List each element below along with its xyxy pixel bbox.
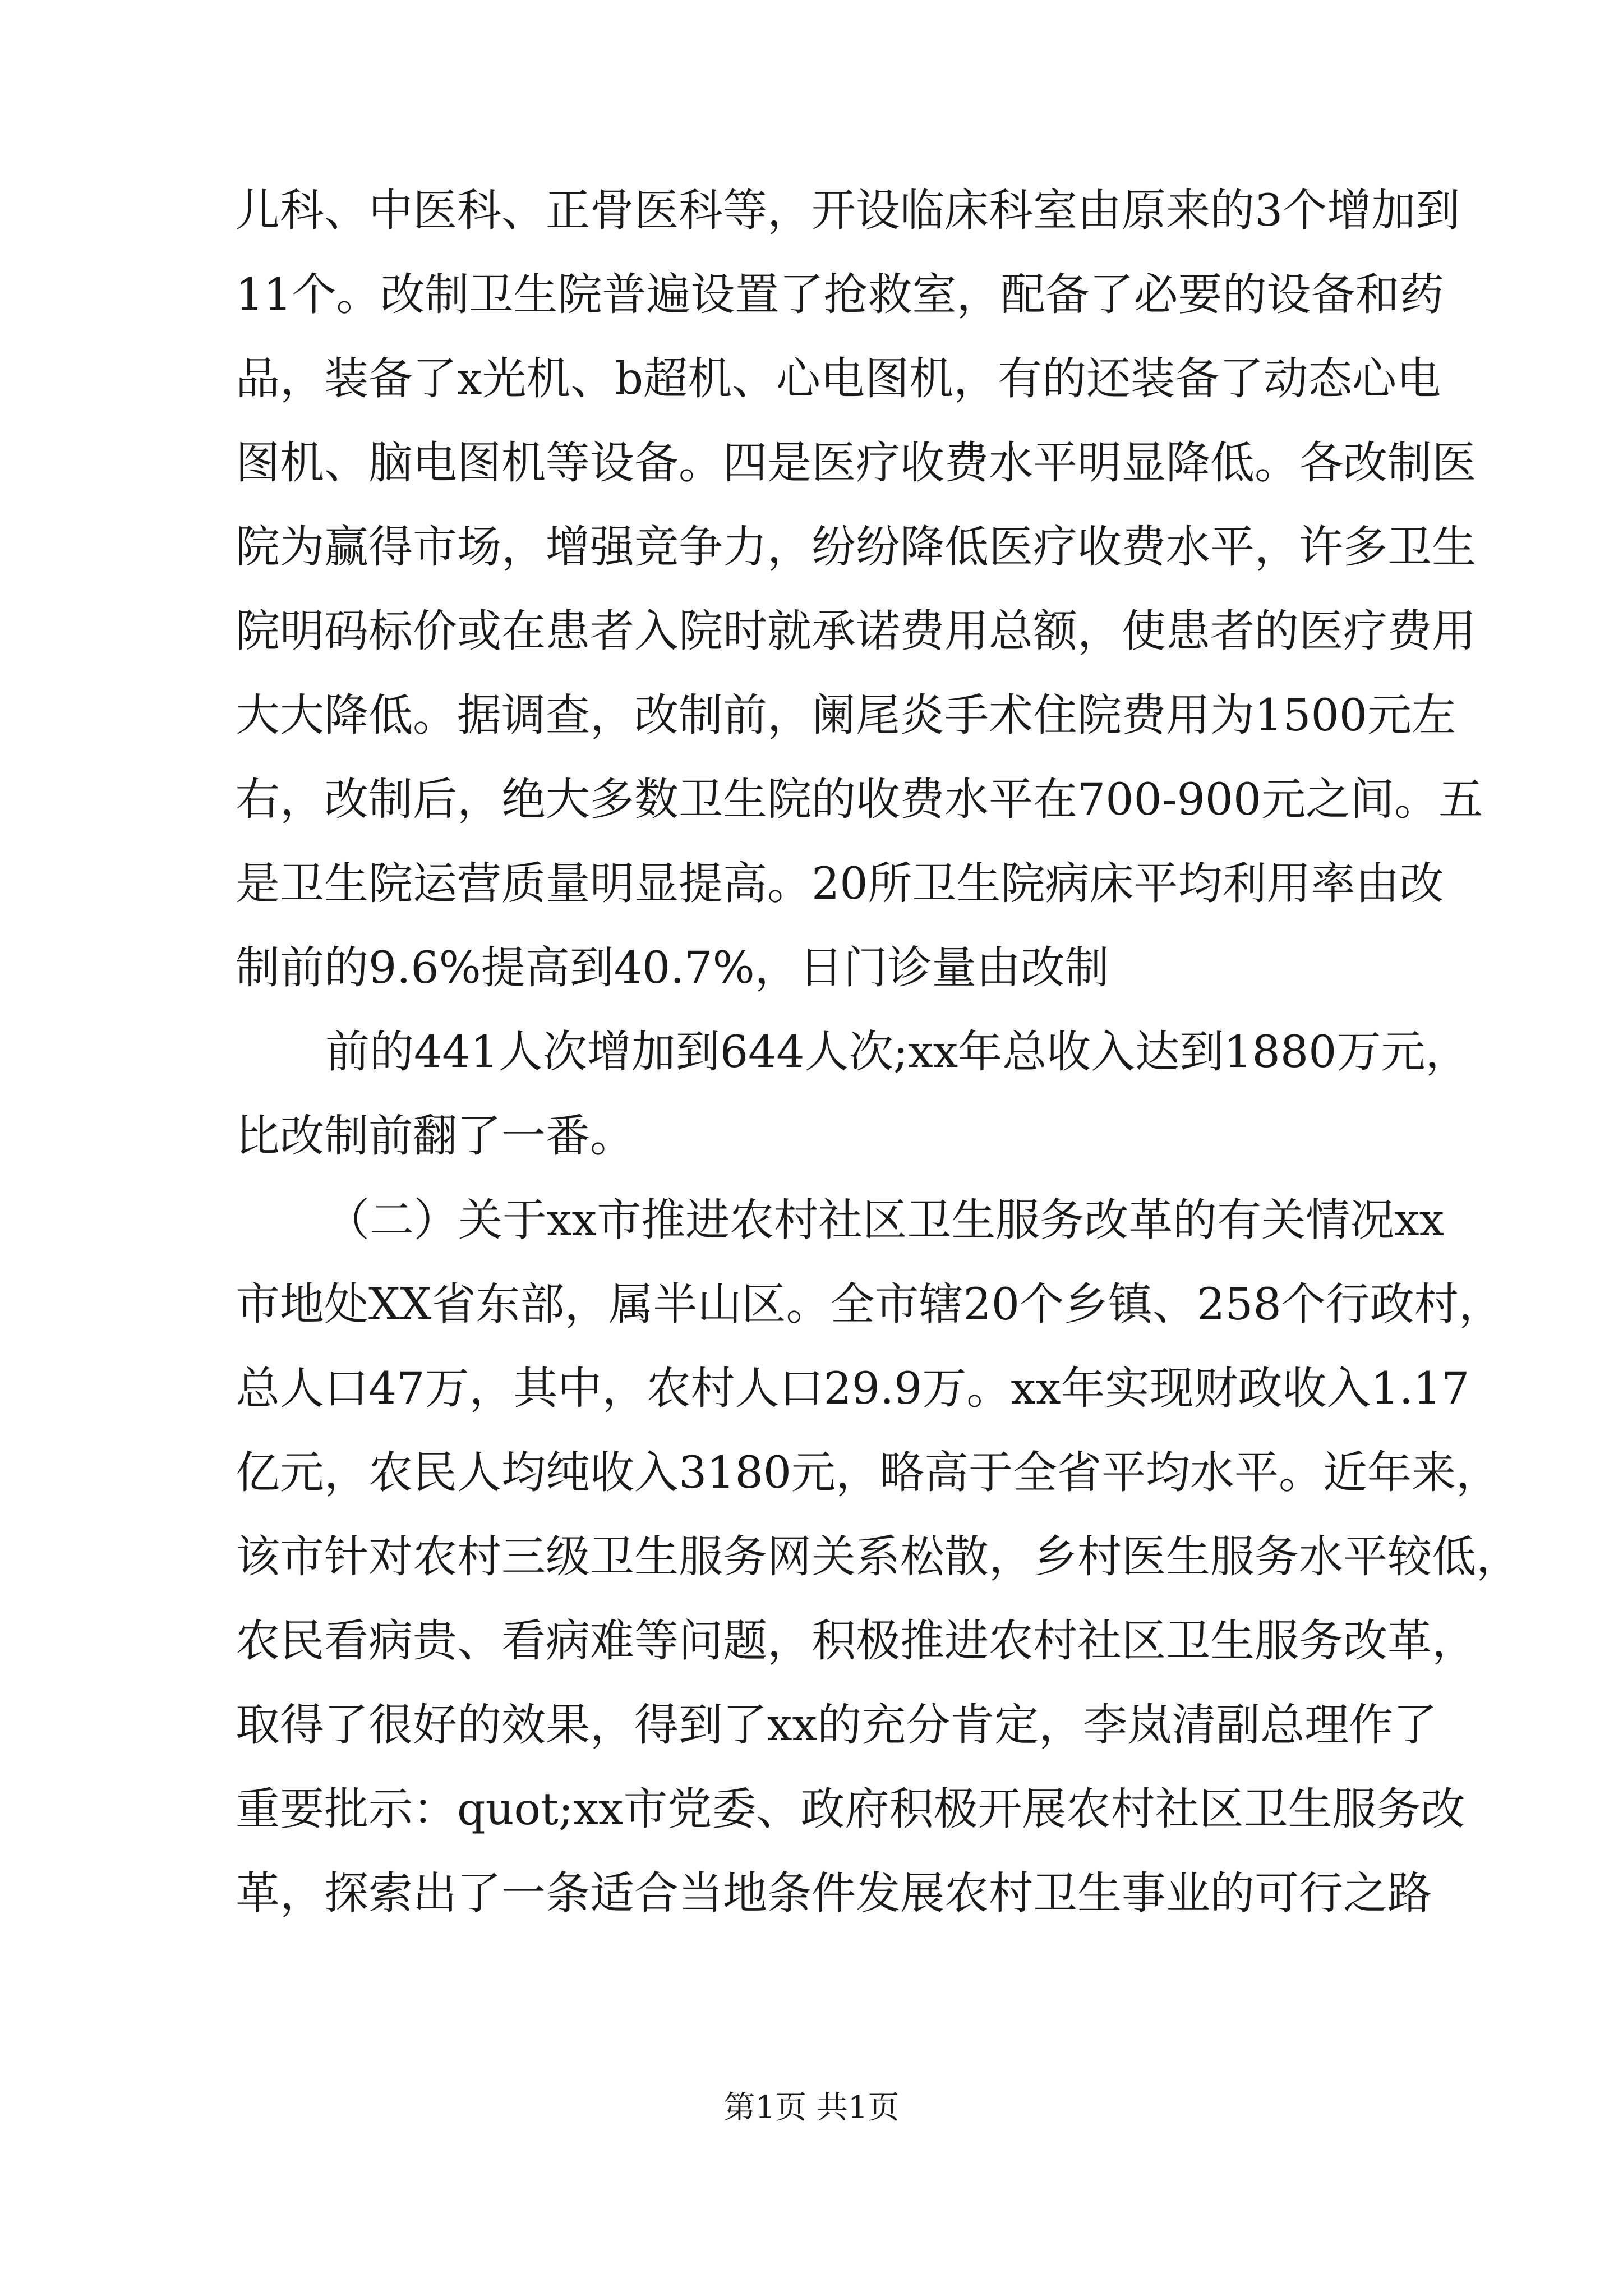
text-line: 制前的9.6%提高到40.7%，日门诊量由改制 xyxy=(236,942,1109,993)
text-line: 右，改制后，绝大多数卫生院的收费水平在700-900元之间。五 xyxy=(236,774,1483,825)
text-line: 比改制前翻了一番。 xyxy=(236,1110,634,1162)
text-line: 该市针对农村三级卫生服务网关系松散，乡村医生服务水平较低， xyxy=(236,1531,1520,1582)
text-line: 图机、脑电图机等设备。四是医疗收费水平明显降低。各改制医 xyxy=(236,437,1476,489)
text-line: 取得了很好的效果，得到了xx的充分肯定，李岚清副总理作了 xyxy=(236,1699,1438,1751)
text-line: 革，探索出了一条适合当地条件发展农村卫生事业的可行之路 xyxy=(236,1867,1432,1919)
page-number-footer: 第1页 共1页 xyxy=(723,2090,900,2126)
text-line: 院明码标价或在患者入院时就承诺费用总额，使患者的医疗费用 xyxy=(236,605,1476,657)
text-line: 总人口47万，其中，农村人口29.9万。xx年实现财政收入1.17 xyxy=(236,1363,1470,1414)
text-line: 亿元，农民人均纯收入3180元，略高于全省平均水平。近年来， xyxy=(236,1447,1501,1498)
paragraph-start-line: 前的441人次增加到644人次;xx年总收入达到1880万元， xyxy=(325,1026,1470,1078)
text-line: 是卫生院运营质量明显提高。20所卫生院病床平均利用率由改 xyxy=(236,858,1444,909)
text-line: 农民看病贵、看病难等问题，积极推进农村社区卫生服务改革， xyxy=(236,1615,1476,1667)
text-line: 儿科、中医科、正骨医科等，开设临床科室由原来的3个增加到 xyxy=(236,185,1460,236)
text-line: 11个。改制卫生院普遍设置了抢救室，配备了必要的设备和药 xyxy=(236,269,1444,320)
text-line: 大大降低。据调查，改制前，阑尾炎手术住院费用为1500元左 xyxy=(236,689,1456,741)
text-line: 品，装备了x光机、b超机、心电图机，有的还装备了动态心电 xyxy=(236,353,1441,404)
section-heading-line: （二）关于xx市推进农村社区卫生服务改革的有关情况xx xyxy=(325,1194,1445,1246)
text-line: 院为赢得市场，增强竞争力，纷纷降低医疗收费水平，许多卫生 xyxy=(236,521,1476,573)
text-line: 市地处XX省东部，属半山区。全市辖20个乡镇、258个行政村， xyxy=(236,1278,1503,1330)
text-line: 重要批示：quot;xx市党委、政府积极开展农村社区卫生服务改 xyxy=(236,1783,1465,1835)
